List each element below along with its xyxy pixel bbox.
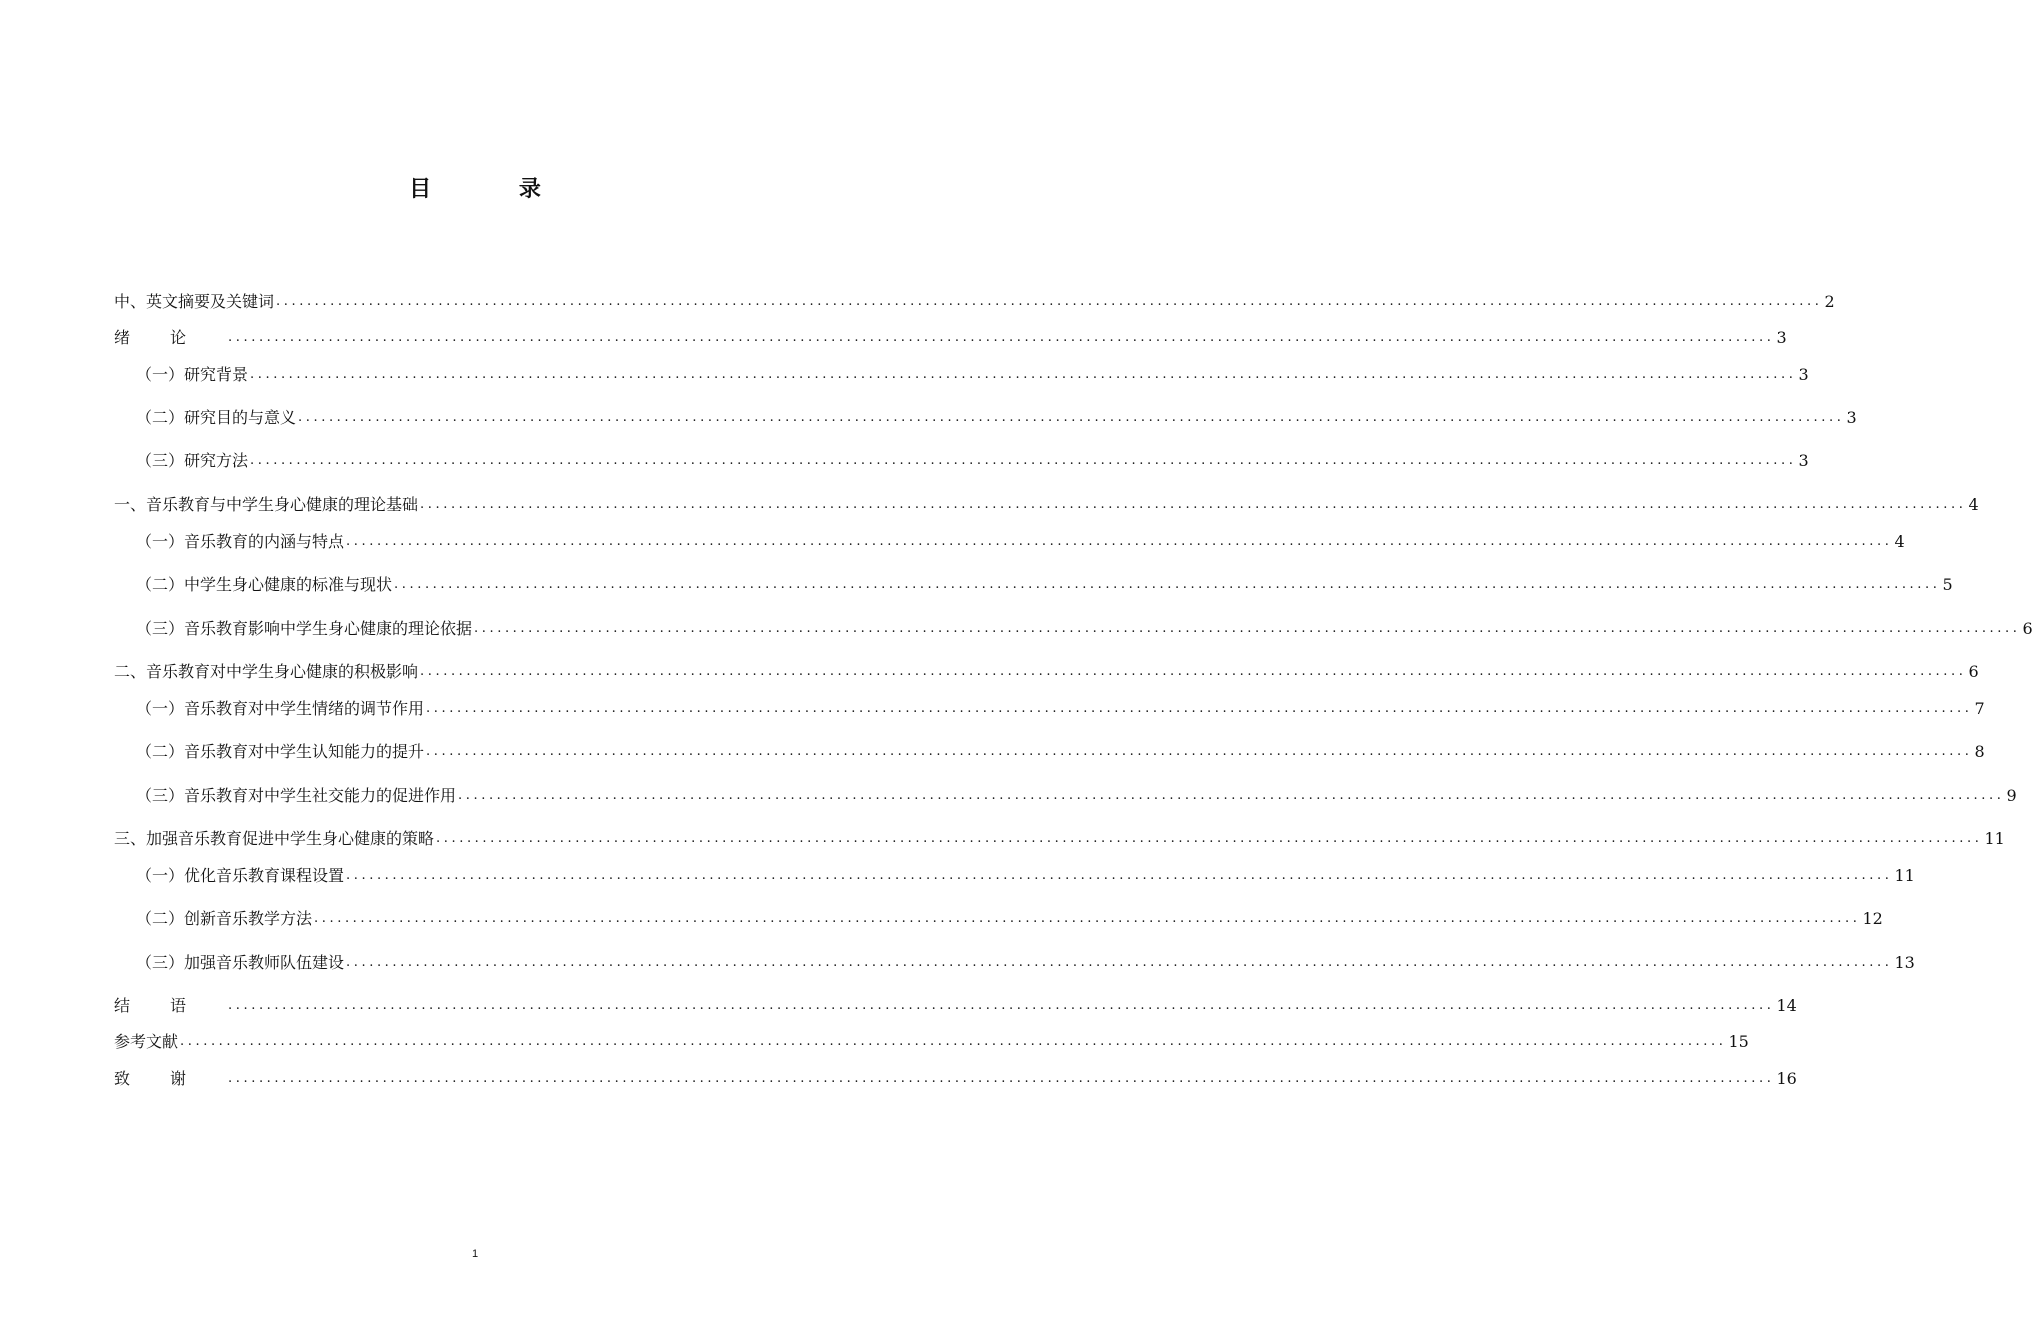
toc-entry[interactable] — [136, 449, 1809, 473]
toc-entry-label: （三）音乐教育影响中学生身心健康的理论依据 — [136, 619, 473, 638]
toc-entry-label: 绪论 — [114, 328, 227, 347]
toc-entry[interactable] — [114, 290, 1835, 314]
toc-entry[interactable] — [136, 406, 1857, 430]
toc-entry[interactable] — [136, 363, 1809, 387]
toc-entry-label: （一）研究背景 — [136, 365, 249, 384]
toc-entry-label: （二）研究目的与意义 — [136, 408, 297, 427]
toc-entry-label: 致谢 — [114, 1069, 227, 1088]
toc-entry-label: （三）音乐教育对中学生社交能力的促进作用 — [136, 786, 457, 805]
toc-entry-page: 3 — [1776, 328, 1787, 347]
toc-dot-leader: ........................................................................................................................................................................................................ — [436, 831, 1983, 846]
page-number: 1 — [471, 1248, 479, 1260]
toc-entry-page: 8 — [1974, 742, 1985, 761]
toc-entry-page: 15 — [1728, 1032, 1749, 1051]
toc-dot-leader: ........................................................................................................................................................................................................ — [346, 868, 1893, 883]
toc-dot-leader: ........................................................................................................................................................................................................ — [346, 955, 1893, 970]
toc-entry[interactable] — [136, 951, 1915, 975]
toc-dot-leader: ........................................................................................................................................................................................................ — [420, 497, 1967, 512]
toc-entry[interactable] — [136, 617, 2033, 641]
toc-dot-leader: ........................................................................................................................................................................................................ — [228, 1071, 1775, 1086]
toc-dot-leader: ........................................................................................................................................................................................................ — [180, 1034, 1727, 1049]
toc-entry-label: （一）优化音乐教育课程设置 — [136, 866, 345, 885]
toc-entry[interactable] — [114, 493, 1979, 517]
toc-entry[interactable] — [136, 784, 2017, 808]
toc-dot-leader: ........................................................................................................................................................................................................ — [458, 788, 2005, 803]
toc-entry-label: （一）音乐教育对中学生情绪的调节作用 — [136, 699, 425, 718]
toc-dot-leader: ........................................................................................................................................................................................................ — [394, 577, 1941, 592]
toc-entry-label: 中、英文摘要及关键词 — [114, 292, 275, 311]
toc-entry[interactable] — [114, 660, 1979, 684]
toc-entry[interactable] — [114, 1067, 1797, 1091]
toc-dot-leader: ........................................................................................................................................................................................................ — [346, 534, 1893, 549]
toc-entry-label: 二、音乐教育对中学生身心健康的积极影响 — [114, 662, 419, 681]
toc-entry-page: 4 — [1894, 532, 1905, 551]
toc-dot-leader: ........................................................................................................................................................................................................ — [250, 453, 1797, 468]
toc-entry[interactable] — [136, 530, 1905, 554]
toc-entry[interactable] — [136, 740, 1985, 764]
toc-entry-page: 3 — [1798, 451, 1809, 470]
toc-entry-page: 6 — [2022, 619, 2033, 638]
toc-entry-page: 16 — [1776, 1069, 1797, 1088]
toc-dot-leader: ........................................................................................................................................................................................................ — [276, 294, 1823, 309]
toc-entry-page: 6 — [1968, 662, 1979, 681]
toc-entry-page: 11 — [1894, 866, 1915, 885]
toc-entry-label: 一、音乐教育与中学生身心健康的理论基础 — [114, 495, 419, 514]
toc-dot-leader: ........................................................................................................................................................................................................ — [426, 744, 1973, 759]
toc-entry-label: （一）音乐教育的内涵与特点 — [136, 532, 345, 551]
toc-entry-label: 参考文献 — [114, 1032, 179, 1051]
toc-entry[interactable] — [114, 326, 1787, 350]
toc-entry-page: 11 — [1984, 829, 2005, 848]
toc-entry-page: 3 — [1798, 365, 1809, 384]
toc-dot-leader: ........................................................................................................................................................................................................ — [474, 621, 2021, 636]
toc-entry[interactable] — [114, 1030, 1749, 1054]
toc-entry-page: 7 — [1974, 699, 1985, 718]
toc-entry-label: （二）中学生身心健康的标准与现状 — [136, 575, 393, 594]
toc-entry-page: 3 — [1846, 408, 1857, 427]
toc-dot-leader: ........................................................................................................................................................................................................ — [314, 911, 1861, 926]
toc-entry-label: 三、加强音乐教育促进中学生身心健康的策略 — [114, 829, 435, 848]
toc-dot-leader: ........................................................................................................................................................................................................ — [228, 998, 1775, 1013]
toc-entry[interactable] — [136, 573, 1953, 597]
toc-entry-page: 5 — [1942, 575, 1953, 594]
toc-entry-label: （三）加强音乐教师队伍建设 — [136, 953, 345, 972]
toc-entry-page: 4 — [1968, 495, 1979, 514]
toc-entry[interactable] — [114, 994, 1797, 1018]
toc-entry[interactable] — [136, 697, 1985, 721]
toc-dot-leader: ........................................................................................................................................................................................................ — [426, 701, 1973, 716]
toc-entry[interactable] — [136, 907, 1883, 931]
toc-dot-leader: ........................................................................................................................................................................................................ — [250, 367, 1797, 382]
toc-entry-page: 12 — [1862, 909, 1883, 928]
toc-entry-page: 14 — [1776, 996, 1797, 1015]
toc-entry[interactable] — [114, 827, 2005, 851]
toc-entry-label: 结语 — [114, 996, 227, 1015]
toc-entry[interactable] — [136, 864, 1915, 888]
toc-dot-leader: ........................................................................................................................................................................................................ — [420, 664, 1967, 679]
toc-dot-leader: ........................................................................................................................................................................................................ — [298, 410, 1845, 425]
toc-entry-page: 13 — [1894, 953, 1915, 972]
toc-entry-label: （二）创新音乐教学方法 — [136, 909, 313, 928]
toc-entry-label: （三）研究方法 — [136, 451, 249, 470]
toc-entry-page: 2 — [1824, 292, 1835, 311]
toc-entry-label: （二）音乐教育对中学生认知能力的提升 — [136, 742, 425, 761]
toc-entry-page: 9 — [2006, 786, 2017, 805]
page-title: 目 录 — [409, 176, 581, 202]
toc-dot-leader: ........................................................................................................................................................................................................ — [228, 330, 1775, 345]
